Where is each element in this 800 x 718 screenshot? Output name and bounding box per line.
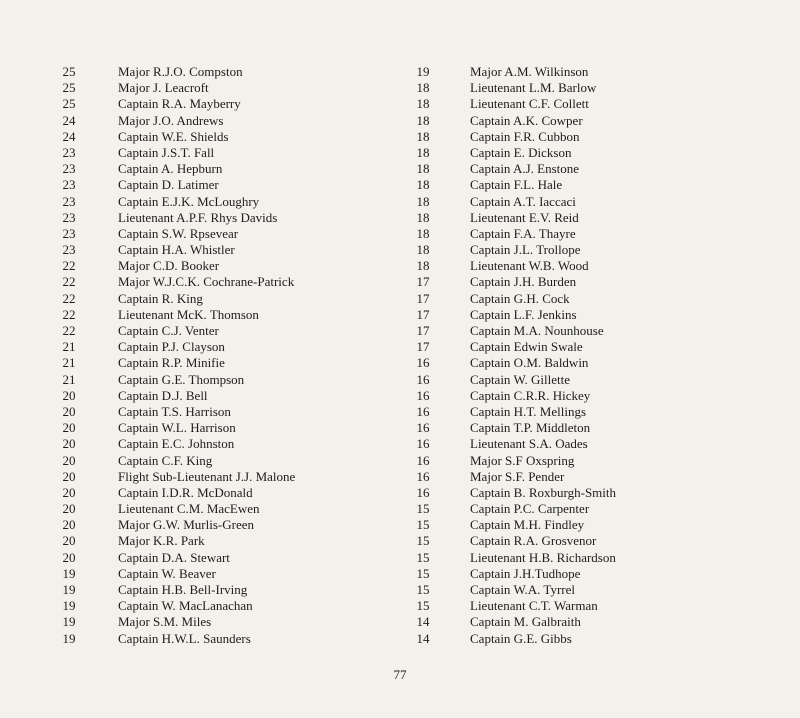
- list-item: [412, 355, 742, 371]
- victory-count: 15: [416, 533, 430, 549]
- victory-count: 16: [416, 436, 430, 452]
- list-item: [412, 291, 742, 307]
- pilot-name: Captain W. MacLanachan: [118, 598, 253, 614]
- pilot-name: Major A.M. Wilkinson: [470, 64, 589, 79]
- list-item: [58, 129, 378, 145]
- pilot-name: Captain D.A. Stewart: [118, 549, 230, 565]
- victory-count: 19: [62, 565, 76, 581]
- list-item: [58, 194, 378, 210]
- pilot-name: Captain R.P. Minifie: [118, 355, 225, 371]
- list-item: [58, 291, 378, 307]
- victory-count: 24: [62, 112, 76, 128]
- list-item: [412, 436, 742, 452]
- victory-count: 22: [62, 323, 76, 338]
- list-item: [412, 96, 742, 112]
- list-item: [412, 566, 742, 582]
- victory-count: 18: [416, 242, 430, 258]
- list-item: [412, 80, 742, 96]
- list-item: [58, 307, 378, 323]
- victory-count: 24: [62, 128, 76, 144]
- list-item: [412, 161, 742, 177]
- list-item: [58, 501, 378, 517]
- pilot-name: Captain A.J. Enstone: [470, 161, 580, 177]
- pilot-name: Captain W.E. Shields: [118, 128, 229, 144]
- victory-count: 18: [416, 80, 430, 96]
- victory-count: 20: [62, 501, 76, 517]
- victory-count: 14: [416, 630, 430, 646]
- pilot-name: Captain G.E. Gibbs: [470, 630, 572, 646]
- list-item: [58, 161, 378, 177]
- victory-count: 16: [416, 403, 430, 419]
- list-item: [58, 485, 378, 501]
- pilot-name: Lieutenant A.P.F. Rhys Davids: [118, 209, 278, 225]
- list-item: [412, 177, 742, 193]
- list-item: [412, 582, 742, 598]
- list-item: [412, 113, 742, 129]
- victory-count: 14: [416, 614, 430, 630]
- pilot-name: Major J.O. Andrews: [118, 112, 224, 128]
- victory-count: 15: [416, 501, 430, 517]
- pilot-name: Captain C.J. Venter: [118, 323, 219, 338]
- pilot-name: Lieutenant McK. Thomson: [118, 306, 259, 322]
- list-item: [58, 598, 378, 614]
- victory-count: 20: [62, 387, 76, 403]
- victory-count: 16: [416, 387, 430, 403]
- left-column: [58, 64, 378, 647]
- pilot-name: Captain E.C. Johnston: [118, 436, 235, 452]
- pilot-name: Captain M.A. Nounhouse: [470, 323, 604, 338]
- victory-count: 18: [416, 96, 430, 112]
- list-item: [58, 145, 378, 161]
- list-item: [412, 614, 742, 630]
- victory-count: 21: [62, 371, 76, 387]
- pilot-name: Major S.F. Pender: [470, 468, 565, 484]
- list-item: [58, 404, 378, 420]
- victory-count: 15: [416, 598, 430, 614]
- list-item: [412, 404, 742, 420]
- victory-count: 23: [62, 144, 76, 160]
- victory-count: 20: [62, 484, 76, 500]
- pilot-name: Lieutenant L.M. Barlow: [470, 80, 597, 96]
- victory-count: 18: [416, 225, 430, 241]
- pilot-name: Captain I.D.R. McDonald: [118, 484, 253, 500]
- victory-count: 18: [416, 209, 430, 225]
- list-item: [58, 453, 378, 469]
- victory-count: 22: [62, 258, 76, 274]
- list-item: [412, 274, 742, 290]
- victory-count: 18: [416, 128, 430, 144]
- victory-count: 23: [62, 209, 76, 225]
- list-item: [412, 129, 742, 145]
- list-item: [58, 80, 378, 96]
- pilot-name: Captain P.C. Carpenter: [470, 501, 590, 517]
- list-item: [412, 323, 742, 339]
- victory-count: 17: [416, 290, 430, 306]
- pilot-name: Captain P.J. Clayson: [118, 339, 225, 355]
- pilot-name: Captain W. Beaver: [118, 565, 216, 581]
- pilot-name: Captain E. Dickson: [470, 144, 572, 160]
- pilot-name: Captain D.J. Bell: [118, 387, 208, 403]
- list-item: [412, 420, 742, 436]
- pilot-name: Captain H.W.L. Saunders: [118, 630, 251, 646]
- victory-count: 18: [416, 177, 430, 193]
- list-item: [58, 614, 378, 630]
- list-item: [412, 339, 742, 355]
- list-item: [412, 469, 742, 485]
- list-item: [58, 226, 378, 242]
- pilot-name: Captain G.H. Cock: [470, 290, 570, 306]
- victory-count: 22: [62, 290, 76, 306]
- list-item: [412, 210, 742, 226]
- pilot-name: Captain O.M. Baldwin: [470, 355, 589, 371]
- pilot-name: Captain A.K. Cowper: [470, 112, 583, 128]
- pilot-name: Captain A.T. Iaccaci: [470, 193, 576, 209]
- victory-count: 17: [416, 339, 430, 355]
- pilot-name: Captain R. King: [118, 290, 203, 306]
- victory-count: 19: [62, 614, 76, 630]
- list-item: [58, 96, 378, 112]
- list-item: [412, 533, 742, 549]
- victory-count: 20: [62, 452, 76, 468]
- pilot-name: Captain H.A. Whistler: [118, 242, 235, 258]
- pilot-name: Lieutenant C.M. MacEwen: [118, 501, 260, 517]
- pilot-name: Lieutenant C.T. Warman: [470, 598, 598, 614]
- victory-count: 19: [62, 630, 76, 646]
- list-item: [412, 550, 742, 566]
- pilot-name: Captain R.A. Mayberry: [118, 96, 241, 112]
- pilot-name: Captain H.B. Bell-Irving: [118, 582, 248, 597]
- pilot-name: Captain H.T. Mellings: [470, 403, 587, 419]
- list-item: [412, 242, 742, 258]
- list-item: [412, 64, 742, 80]
- list-item: [58, 113, 378, 129]
- pilot-name: Captain M. Galbraith: [470, 614, 581, 630]
- pilot-name: Captain R.A. Grosvenor: [470, 533, 597, 549]
- pilot-name: Captain T.P. Middleton: [470, 420, 591, 436]
- pilot-name: Captain L.F. Jenkins: [470, 306, 577, 322]
- list-item: [58, 436, 378, 452]
- list-item: [58, 323, 378, 339]
- victory-count: 16: [416, 371, 430, 387]
- pilot-name: Captain B. Roxburgh-Smith: [470, 484, 617, 500]
- list-item: [412, 388, 742, 404]
- victory-count: 17: [416, 274, 430, 290]
- list-item: [412, 485, 742, 501]
- victory-count: 22: [62, 306, 76, 322]
- list-item: [412, 307, 742, 323]
- pilot-name: Captain E.J.K. McLoughry: [118, 193, 260, 209]
- list-item: [58, 258, 378, 274]
- pilot-name: Captain T.S. Harrison: [118, 403, 231, 419]
- victory-count: 23: [62, 193, 76, 209]
- pilot-name: Captain A. Hepburn: [118, 161, 223, 177]
- pilot-name: Captain J.H. Burden: [470, 274, 577, 290]
- victory-count: 20: [62, 403, 76, 419]
- victory-count: 20: [62, 420, 76, 436]
- list-item: [58, 177, 378, 193]
- victory-count: 15: [416, 549, 430, 565]
- victory-count: 23: [62, 242, 76, 258]
- victory-count: 21: [62, 355, 76, 371]
- victory-count: 20: [62, 468, 76, 484]
- pilot-name: Major C.D. Booker: [118, 258, 220, 274]
- pilot-name: Captain S.W. Rpsevear: [118, 225, 239, 241]
- victory-count: 19: [416, 64, 430, 79]
- list-item: [58, 64, 378, 80]
- victory-count: 18: [416, 144, 430, 160]
- list-item: [412, 372, 742, 388]
- list-item: [412, 145, 742, 161]
- list-item: [58, 388, 378, 404]
- pilot-name: Major G.W. Murlis-Green: [118, 517, 254, 533]
- pilot-name: Lieutenant S.A. Oades: [470, 436, 588, 452]
- list-item: [412, 631, 742, 647]
- victory-count: 18: [416, 112, 430, 128]
- victory-count: 16: [416, 355, 430, 371]
- list-item: [58, 517, 378, 533]
- victory-count: 18: [416, 161, 430, 177]
- pilot-name: Captain G.E. Thompson: [118, 371, 245, 387]
- list-item: [412, 194, 742, 210]
- pilot-name: Captain C.F. King: [118, 452, 213, 468]
- pilot-name: Lieutenant C.F. Collett: [470, 96, 589, 112]
- pilot-name: Captain W. Gillette: [470, 371, 571, 387]
- list-item: [58, 582, 378, 598]
- list-item: [58, 631, 378, 647]
- pilot-name: Captain F.L. Hale: [470, 177, 563, 193]
- list-item: [58, 469, 378, 485]
- victory-count: 20: [62, 517, 76, 533]
- list-item: [412, 226, 742, 242]
- victory-count: 23: [62, 161, 76, 177]
- pilot-name: Major W.J.C.K. Cochrane-Patrick: [118, 274, 295, 290]
- victory-count: 16: [416, 484, 430, 500]
- victory-count: 21: [62, 339, 76, 355]
- list-item: [58, 550, 378, 566]
- victory-count: 16: [416, 452, 430, 468]
- list-item: [58, 533, 378, 549]
- list-item: [412, 501, 742, 517]
- victory-count: 25: [62, 80, 76, 96]
- pilot-name: Major S.M. Miles: [118, 614, 212, 630]
- victory-count: 25: [62, 96, 76, 112]
- pilot-name: Captain F.A. Thayre: [470, 225, 576, 241]
- pilot-name: Lieutenant W.B. Wood: [470, 258, 589, 274]
- pilot-name: Captain J.L. Trollope: [470, 242, 581, 258]
- pilot-name: Captain F.R. Cubbon: [470, 128, 580, 144]
- list-item: [412, 517, 742, 533]
- victory-count: 23: [62, 177, 76, 193]
- victory-count: 17: [416, 323, 430, 338]
- list-item: [58, 339, 378, 355]
- victory-count: 19: [62, 598, 76, 614]
- list-item: [58, 566, 378, 582]
- pilot-name: Captain Edwin Swale: [470, 339, 583, 355]
- list-item: [58, 274, 378, 290]
- pilot-name: Lieutenant E.V. Reid: [470, 209, 579, 225]
- pilot-name: Flight Sub-Lieutenant J.J. Malone: [118, 468, 296, 484]
- victory-count: 17: [416, 306, 430, 322]
- victory-count: 20: [62, 436, 76, 452]
- victory-count: 19: [62, 582, 76, 597]
- pilot-name: Captain W.A. Tyrrel: [470, 582, 576, 597]
- victory-count: 15: [416, 582, 430, 597]
- pilot-name: Major S.F Oxspring: [470, 452, 575, 468]
- list-item: [58, 420, 378, 436]
- pilot-name: Major J. Leacroft: [118, 80, 209, 96]
- victory-count: 20: [62, 533, 76, 549]
- victory-count: 20: [62, 549, 76, 565]
- victory-count: 23: [62, 225, 76, 241]
- list-item: [58, 355, 378, 371]
- pilot-name: Captain C.R.R. Hickey: [470, 387, 591, 403]
- list-item: [58, 210, 378, 226]
- pilot-name: Captain J.H.Tudhope: [470, 565, 581, 581]
- list-item: [58, 372, 378, 388]
- victory-count: 22: [62, 274, 76, 290]
- pilot-name: Captain M.H. Findley: [470, 517, 585, 533]
- list-item: [412, 453, 742, 469]
- pilot-name: Captain J.S.T. Fall: [118, 144, 215, 160]
- victory-count: 15: [416, 517, 430, 533]
- victory-count: 16: [416, 468, 430, 484]
- victory-count: 15: [416, 565, 430, 581]
- list-item: [412, 258, 742, 274]
- victory-count: 25: [62, 64, 76, 79]
- page-number: 77: [393, 667, 407, 682]
- victory-count: 16: [416, 420, 430, 436]
- victory-count: 18: [416, 258, 430, 274]
- list-item: [58, 242, 378, 258]
- list-item: [412, 598, 742, 614]
- pilot-name: Major R.J.O. Compston: [118, 64, 243, 79]
- pilot-name: Major K.R. Park: [118, 533, 205, 549]
- victory-count: 18: [416, 193, 430, 209]
- pilot-name: Captain W.L. Harrison: [118, 420, 236, 436]
- pilot-name: Captain D. Latimer: [118, 177, 219, 193]
- pilot-name: Lieutenant H.B. Richardson: [470, 549, 616, 565]
- right-column: [412, 64, 742, 647]
